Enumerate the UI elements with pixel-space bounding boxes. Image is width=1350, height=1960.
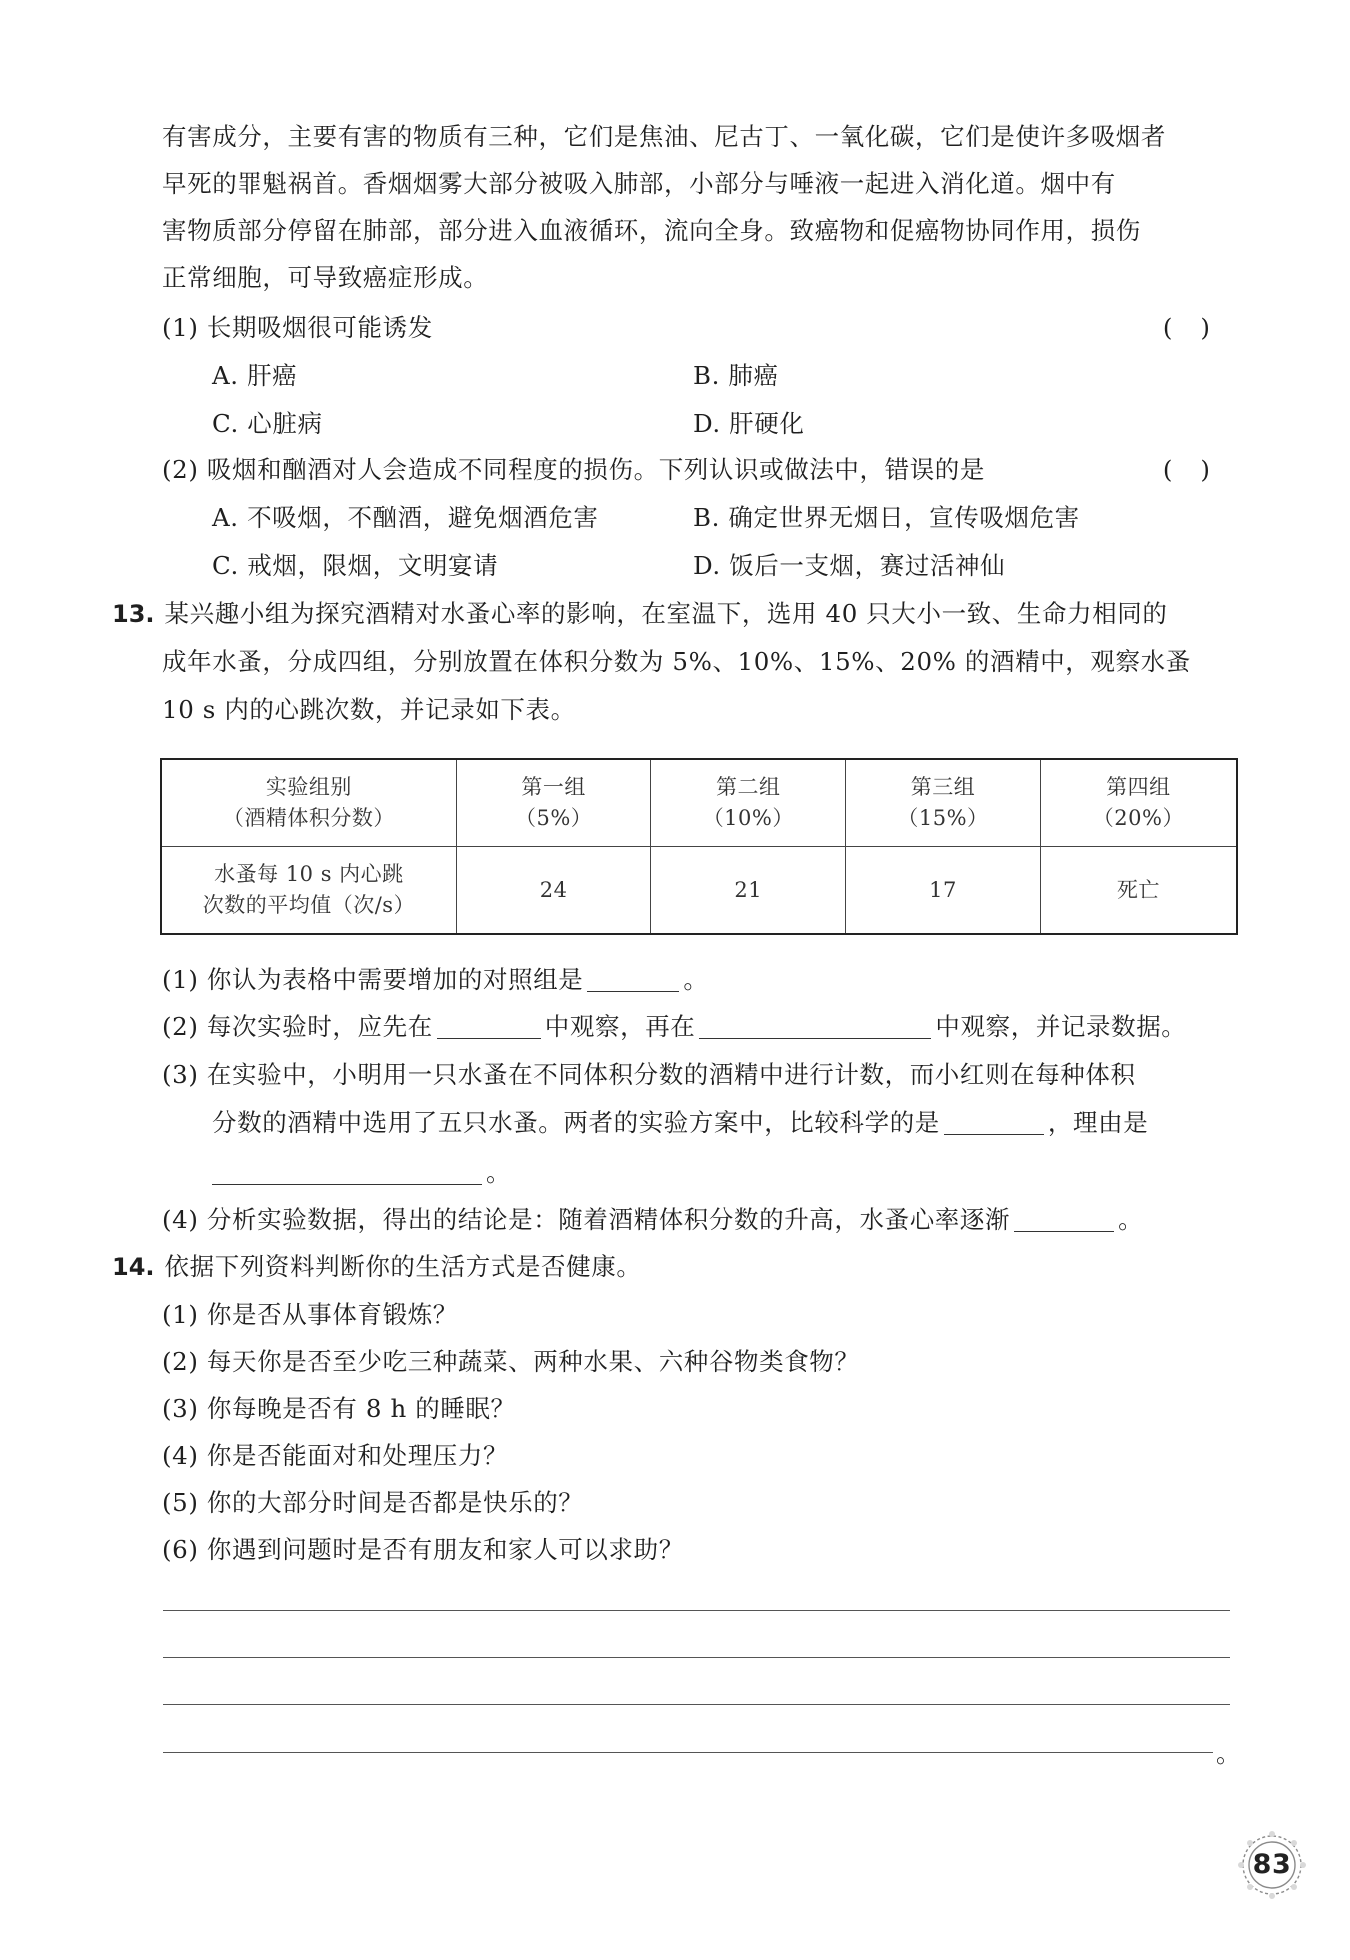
table-header-cell: 第二组 （10%） xyxy=(651,759,846,847)
q12-sub2-option-a[interactable]: A. 不吸烟，不酗酒，避免烟酒危害 xyxy=(212,503,599,532)
q12-sub2-stem: (2) 吸烟和酗酒对人会造成不同程度的损伤。下列认识或做法中，错误的是 xyxy=(162,455,985,484)
table-row xyxy=(161,847,1237,935)
table-cell: 死亡 xyxy=(1040,847,1237,935)
intro-line: 正常细胞，可导致癌症形成。 xyxy=(162,263,489,292)
answer-line[interactable] xyxy=(163,1752,1213,1753)
intro-line: 有害成分，主要有害的物质有三种，它们是焦油、尼古丁、一氧化碳，它们是使许多吸烟者 xyxy=(162,122,1166,151)
page-number: 83 xyxy=(1252,1849,1292,1880)
q12-sub1-answer-bracket[interactable]: () xyxy=(1162,313,1238,342)
intro-line: 早死的罪魁祸首。香烟烟雾大部分被吸入肺部，小部分与唾液一起进入消化道。烟中有 xyxy=(162,169,1116,198)
page-number-badge xyxy=(1237,1830,1307,1900)
answer-line[interactable] xyxy=(163,1610,1230,1611)
q12-sub2-answer-bracket[interactable]: () xyxy=(1162,455,1238,484)
answer-blank[interactable] xyxy=(699,1010,931,1039)
q13-sub2: (2) 每次实验时，应先在 中观察，再在 中观察，并记录数据。 xyxy=(162,1012,1187,1041)
q13-sub3-line1: (3) 在实验中，小明用一只水蚤在不同体积分数的酒精中进行计数，而小红则在每种体积 xyxy=(162,1060,1136,1089)
table-header-cell: 第四组 （20%） xyxy=(1040,759,1237,847)
q14-item: (2) 每天你是否至少吃三种蔬菜、两种水果、六种谷物类食物？ xyxy=(162,1347,860,1376)
table-row-label: 水蚤每 10 s 内心跳 次数的平均值（次/s） xyxy=(161,847,456,935)
table-cell: 17 xyxy=(846,847,1041,935)
q13-sub1: (1) 你认为表格中需要增加的对照组是 。 xyxy=(162,965,709,994)
q13-stem-text: 某兴趣小组为探究酒精对水蚤心率的影响，在室温下，选用 40 只大小一致、生命力相同的 xyxy=(164,599,1168,628)
q12-sub1-option-b[interactable]: B. 肺癌 xyxy=(693,361,779,390)
q12-sub1-option-a[interactable]: A. 肝癌 xyxy=(212,361,298,390)
q14-end-mark: 。 xyxy=(1216,1739,1242,1768)
intro-line: 害物质部分停留在肺部，部分进入血液循环，流向全身。致癌物和促癌物协同作用，损伤 xyxy=(162,216,1141,245)
q14-stem-line xyxy=(112,1247,641,1287)
intro-paragraph xyxy=(162,113,1242,301)
q12-sub1-option-d[interactable]: D. 肝硬化 xyxy=(693,409,805,438)
answer-blank[interactable] xyxy=(587,963,679,992)
answer-blank[interactable] xyxy=(944,1106,1044,1135)
q12-sub1-stem: (1) 长期吸烟很可能诱发 xyxy=(162,313,433,342)
q13-data-table xyxy=(160,758,1238,935)
q14-number: 14. xyxy=(112,1253,155,1281)
table-header-cell: 第一组 （5%） xyxy=(456,759,651,847)
q12-sub2-option-d[interactable]: D. 饭后一支烟，赛过活神仙 xyxy=(693,551,1006,580)
q14-item: (5) 你的大部分时间是否都是快乐的？ xyxy=(162,1488,584,1517)
table-header-cell: 实验组别 （酒精体积分数） xyxy=(161,759,456,847)
q13-stem-line: 10 s 内的心跳次数，并记录如下表。 xyxy=(162,695,576,724)
answer-line[interactable] xyxy=(163,1657,1230,1658)
answer-line[interactable] xyxy=(163,1704,1230,1705)
q13-stem-line: 成年水蚤，分成四组，分别放置在体积分数为 5%、10%、15%、20% 的酒精中，观察水蚤 xyxy=(162,647,1191,676)
q13-sub3-line2: 分数的酒精中选用了五只水蚤。两者的实验方案中，比较科学的是 ，理由是 xyxy=(212,1108,1149,1137)
q13-stem-line xyxy=(112,594,1167,634)
q13-number: 13. xyxy=(112,600,155,628)
table-header-row xyxy=(161,759,1237,847)
answer-blank[interactable] xyxy=(1014,1203,1114,1232)
q13-sub3-line3: 。 xyxy=(212,1153,511,1193)
answer-blank[interactable] xyxy=(212,1156,482,1185)
answer-blank[interactable] xyxy=(437,1010,541,1039)
q14-item: (4) 你是否能面对和处理压力？ xyxy=(162,1441,509,1470)
q12-sub1-option-c[interactable]: C. 心脏病 xyxy=(212,409,323,438)
table-cell: 21 xyxy=(651,847,846,935)
table-header-cell: 第三组 （15%） xyxy=(846,759,1041,847)
q14-item: (6) 你遇到问题时是否有朋友和家人可以求助？ xyxy=(162,1535,684,1564)
table-cell: 24 xyxy=(456,847,651,935)
q12-sub2-option-b[interactable]: B. 确定世界无烟日，宣传吸烟危害 xyxy=(693,503,1080,532)
q14-item: (1) 你是否从事体育锻炼？ xyxy=(162,1300,458,1329)
q14-item: (3) 你每晚是否有 8 h 的睡眠？ xyxy=(162,1394,516,1423)
q14-stem-text: 依据下列资料判断你的生活方式是否健康。 xyxy=(164,1252,642,1281)
q13-sub4: (4) 分析实验数据，得出的结论是：随着酒精体积分数的升高，水蚤心率逐渐 。 xyxy=(162,1205,1144,1234)
q12-sub2-option-c[interactable]: C. 戒烟，限烟，文明宴请 xyxy=(212,551,499,580)
